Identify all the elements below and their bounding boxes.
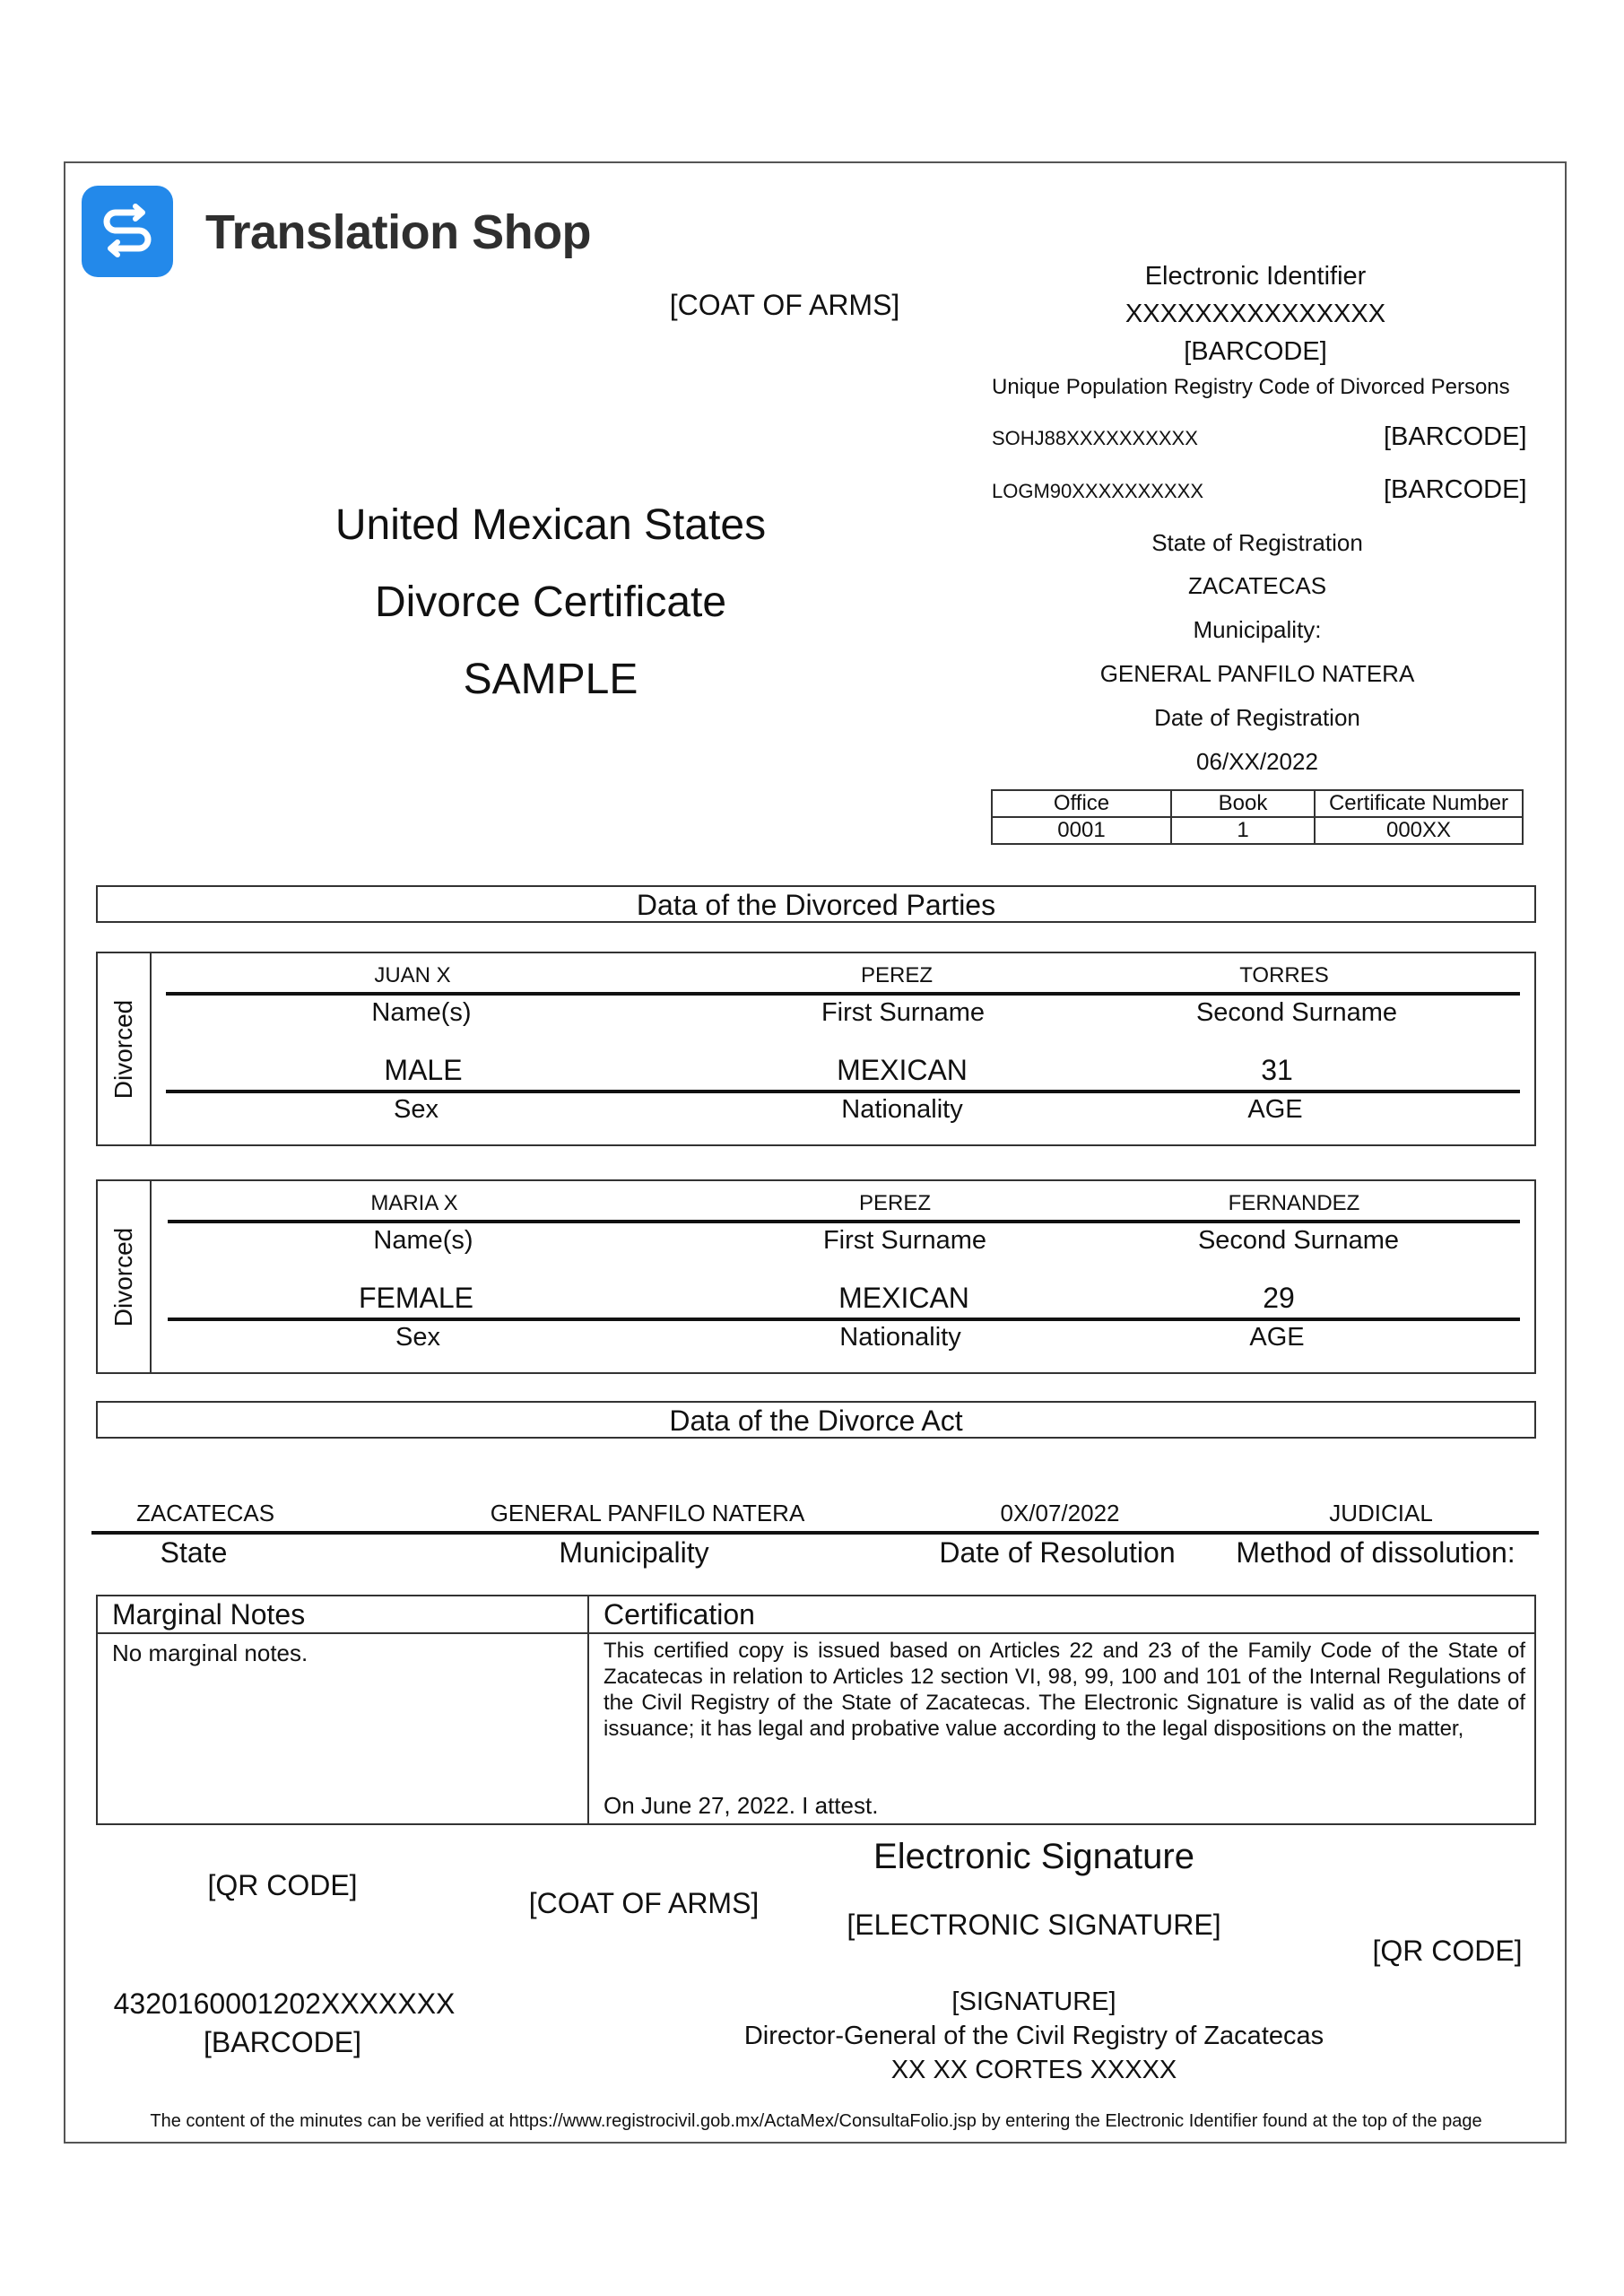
marginal-notes-title: Marginal Notes (112, 1598, 306, 1631)
party-1-nationality-label: Nationality (841, 1095, 963, 1124)
party-1-age-label: AGE (1247, 1095, 1303, 1124)
parties-section-title: Data of the Divorced Parties (636, 889, 996, 921)
act-state-value: ZACATECAS (135, 1500, 275, 1526)
curp-2-barcode: [BARCODE] (1384, 475, 1527, 504)
act-date-label: Date of Resolution (939, 1536, 1176, 1569)
party-2-divorced-label: Divorced (109, 1227, 137, 1326)
curp-label: Unique Population Registry Code of Divorced Persons (992, 375, 1510, 399)
party-2-names-label: Name(s) (373, 1226, 473, 1255)
act-rule (91, 1531, 1539, 1535)
act-section-title: Data of the Divorce Act (669, 1405, 963, 1437)
party-1-sex-label: Sex (394, 1095, 439, 1124)
act-section-header (96, 1401, 1536, 1439)
party-1-names-label: Name(s) (371, 998, 472, 1027)
act-state-label: State (160, 1536, 228, 1569)
certificate-number-value: 000XX (1315, 817, 1523, 844)
party-2-first-surname-label: First Surname (822, 1226, 987, 1255)
party-1-divorced-label: Divorced (109, 999, 137, 1099)
brand-name: Translation Shop (205, 205, 592, 259)
country-title: United Mexican States (334, 501, 767, 549)
party-1-rule-2 (166, 1090, 1520, 1093)
registration-date-value: 06/XX/2022 (1196, 748, 1318, 775)
party-1-rule-1 (166, 992, 1520, 996)
signature-placeholder: [SIGNATURE] (951, 1987, 1116, 2016)
registration-municipality-label: Municipality: (1193, 616, 1322, 643)
book-header: Book (1171, 790, 1315, 817)
coat-of-arms-placeholder: [COAT OF ARMS] (669, 289, 900, 321)
qr-code-right: [QR CODE] (1372, 1935, 1523, 1967)
registration-state-label: State of Registration (1151, 529, 1363, 556)
party-1-side-label (96, 952, 152, 1146)
party-1-second-surname-value: TORRES (1239, 963, 1329, 987)
party-1-age-value: 31 (1261, 1054, 1293, 1086)
electronic-signature-title: Electronic Signature (873, 1837, 1194, 1876)
party-2-second-surname-value: FERNANDEZ (1228, 1191, 1360, 1215)
parties-section-header (96, 885, 1536, 923)
party-2-age-label: AGE (1249, 1323, 1305, 1352)
curp-1-barcode: [BARCODE] (1384, 422, 1527, 451)
certificate-number-header: Certificate Number (1315, 790, 1523, 817)
party-1-nationality-value: MEXICAN (837, 1054, 968, 1086)
office-book-table (991, 789, 1524, 845)
act-municipality-label: Municipality (559, 1536, 709, 1569)
director-title: Director-General of the Civil Registry of Zacatecas (743, 2022, 1324, 2050)
sample-label: SAMPLE (463, 656, 638, 703)
office-header: Office (992, 790, 1171, 817)
verification-note: The content of the minutes can be verified at https://www.registrocivil.gob.mx/ActaMex/ConsultaFolio.jsp by entering the Electronic Identifier found at the top of the page (150, 2111, 1482, 2131)
document-title: Divorce Certificate (374, 578, 727, 626)
party-1-first-surname-value: PEREZ (860, 963, 933, 987)
identifier-barcode: [BARCODE] (1184, 337, 1327, 366)
director-name: XX XX CORTES XXXXX (890, 2056, 1177, 2084)
registration-state-value: ZACATECAS (1187, 572, 1327, 599)
registration-date-label: Date of Registration (1154, 704, 1360, 731)
curp-2: LOGM90XXXXXXXXXX (992, 480, 1203, 502)
party-2-rule-2 (168, 1318, 1520, 1321)
party-2-second-surname-label: Second Surname (1197, 1226, 1400, 1255)
registration-municipality-value: GENERAL PANFILO NATERA (1099, 660, 1415, 687)
party-2-sex-value: FEMALE (358, 1282, 474, 1314)
electronic-identifier-value: XXXXXXXXXXXXXXX (1125, 300, 1386, 328)
party-1-sex-value: MALE (384, 1054, 463, 1086)
party-2-names-value: MARIA X (370, 1191, 458, 1215)
party-2-first-surname-value: PEREZ (858, 1191, 931, 1215)
party-2-rule-1 (168, 1220, 1520, 1223)
office-value: 0001 (992, 817, 1171, 844)
party-2-sex-label: Sex (395, 1323, 440, 1352)
notes-divider (587, 1596, 589, 1823)
certification-text: This certified copy is issued based on Articles 22 and 23 of the Family Code of the State of Zacatecas in relation to Articles 12 section VI, 98, 99, 100 and 101 of the Internal Regulations of the Civil Registry of the State of Zacatecas. The Electronic Signature is valid as of the date of issuance; it has legal and probative value according to the legal dispositions on the matter, (604, 1639, 1525, 1741)
party-2-nationality-value: MEXICAN (838, 1282, 969, 1314)
notes-header-rule (98, 1632, 1534, 1634)
certification-attest: On June 27, 2022. I attest. (604, 1792, 879, 1819)
electronic-signature-value: [ELECTRONIC SIGNATURE] (847, 1909, 1221, 1941)
folio-barcode: [BARCODE] (203, 2026, 362, 2058)
footer-coat-of-arms: [COAT OF ARMS] (528, 1887, 760, 1919)
party-1-first-surname-label: First Surname (821, 998, 986, 1027)
brand-logo (82, 186, 173, 277)
curp-1: SOHJ88XXXXXXXXXX (992, 427, 1198, 449)
translation-shop-logo-icon (82, 186, 173, 277)
party-2-side-label (96, 1179, 152, 1374)
act-municipality-value: GENERAL PANFILO NATERA (490, 1500, 805, 1526)
party-2-age-value: 29 (1263, 1282, 1295, 1314)
notes-certification-table (96, 1595, 1536, 1825)
party-1-names-value: JUAN X (374, 963, 451, 987)
act-method-label: Method of dissolution: (1236, 1536, 1515, 1569)
electronic-identifier-label: Electronic Identifier (1144, 262, 1367, 291)
certification-title: Certification (604, 1598, 755, 1631)
qr-code-left: [QR CODE] (207, 1869, 358, 1901)
book-value: 1 (1171, 817, 1315, 844)
marginal-notes-text: No marginal notes. (112, 1639, 308, 1666)
folio-number: 4320160001202XXXXXXX (113, 1987, 456, 2020)
act-method-value: JUDICIAL (1329, 1500, 1433, 1526)
act-date-value: 0X/07/2022 (1000, 1500, 1120, 1526)
party-1-second-surname-label: Second Surname (1195, 998, 1398, 1027)
party-2-nationality-label: Nationality (839, 1323, 961, 1352)
